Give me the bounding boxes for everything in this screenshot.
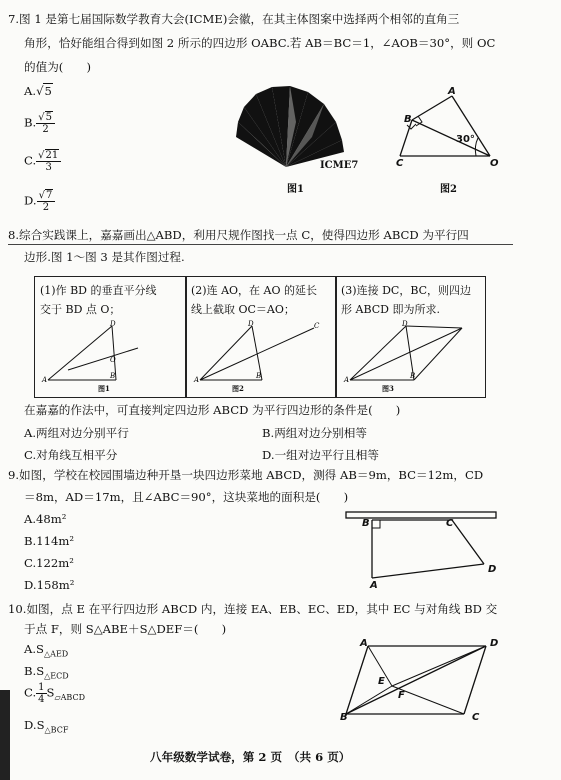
q8-step2-text2: 线上截取 OC＝AO； [191,303,295,316]
svg-text:D: D [248,320,254,328]
q8-step1-text2: 交于 BD 点 O； [40,303,121,316]
q8-line2: 边形.图 1～图 3 是其作图过程. [24,250,185,264]
q10-label-a: A [360,638,368,649]
q7-angle-label: 30° [456,134,475,145]
q10-option-a: $A.S_{\triangle AED}$ [24,642,69,659]
q7-fig2-diagram [390,88,505,176]
q7-fig1-caption: 图1 [287,184,304,195]
page-footer: 八年级数学试卷，第 2 页 （共 6 页） [150,750,351,764]
q10-label-f: F [398,690,405,701]
q7-option-b: B. $\frac{√5}{2}$ [24,112,55,135]
q8-fig1-caption: 图1 [98,384,110,393]
q7-label-c: C [396,158,404,169]
svg-text:O: O [110,356,116,364]
svg-text:B: B [256,372,262,380]
q8-question: 在嘉嘉的作法中，可直接判定四边形 ABCD 为平行四边形的条件是( ) [24,403,401,417]
q8-fig2-diagram [190,320,330,392]
q9-line1: 9.如图，学校在校园围墙边种开垦一块四边形菜地 ABCD，测得 AB＝9m，BC＝12m，CD [8,468,484,482]
q7-option-c: C. $\frac{√21}{3}$ [24,150,61,173]
q9-line2: ＝8m，AD＝17m，且∠ABC＝90°，这块菜地的面积是( ) [24,490,349,504]
q7-option-d: D. $\frac{√7}{2}$ [24,190,55,213]
q7-label-b: B [404,114,412,125]
q8-fig1-diagram [38,320,178,392]
q9-option-b: B.114m² [24,534,74,548]
q7-line1: 7.图 1 是第七届国际数学教育大会(ICME)会徽，在其主体图案中选择两个相邻的直角三 [8,12,460,26]
divider [8,244,513,245]
q8-step1-text1: (1)作 BD 的垂直平分线 [40,284,157,297]
q8-fig3-diagram [340,320,480,392]
scan-edge-shadow [0,690,10,780]
q8-line1: 8.综合实践课上，嘉嘉画出△ABD，利用尺规作图找一点 C，使得四边形 ABCD 为平行四 [8,228,469,242]
q9-label-c: C [446,518,454,529]
q8-step3-text1: (3)连接 DC，BC，则四边 [341,284,472,297]
q10-option-d: $D.S_{\triangle BCF}$ [24,718,69,735]
q9-option-d: D.158m² [24,578,75,592]
q7-line3: 的值为( ) [24,60,92,74]
svg-text:C: C [314,322,320,330]
q8-option-b: B.两组对边分别相等 [262,426,367,440]
q10-label-c: C [472,712,480,723]
q7-label-a: A [448,86,456,97]
q8-option-d: D.一组对边平行且相等 [262,448,379,462]
svg-text:B: B [110,372,116,380]
svg-text:A: A [194,376,200,384]
q7-fig2-caption: 图2 [440,184,457,195]
svg-text:A: A [344,376,350,384]
svg-text:D: D [110,320,116,328]
q7-option-a: A.√5 [24,84,52,98]
q10-label-b: B [340,712,348,723]
q10-line2: 于点 F，则 S△ABE＋S△DEF＝( ) [24,622,227,636]
svg-text:D: D [402,320,408,328]
svg-text:A: A [42,376,48,384]
icme-logo-text: ICME7 [320,160,359,171]
q7-label-o: O [490,158,499,169]
q8-option-c: C.对角线互相平分 [24,448,118,462]
q9-label-a: A [370,580,378,591]
q10-diagram [336,636,506,726]
q9-option-a: A.48m² [24,512,67,526]
q10-option-c: C. $\frac{1}{4}$ $S_{▱ABCD}$ [24,682,85,705]
q10-label-e: E [378,676,385,687]
q8-fig2-caption: 图2 [232,384,244,393]
q9-label-b: B [362,518,370,529]
svg-text:B: B [410,372,416,380]
q8-step2-text1: (2)连 AO，在 AO 的延长 [191,284,317,297]
q8-step3-text2: 形 ABCD 即为所求. [341,303,440,316]
q9-option-c: C.122m² [24,556,74,570]
q10-option-b: $B.S_{\triangle ECD}$ [24,664,69,681]
q7-line2: 角形，恰好能组合得到如图 2 所示的四边形 OABC.若 AB＝BC＝1，∠AOB＝30°，则 OC [24,36,496,50]
q10-label-d: D [490,638,499,649]
q8-option-a: A.两组对边分别平行 [24,426,129,440]
q9-label-d: D [488,564,497,575]
q10-line1: 10.如图，点 E 在平行四边形 ABCD 内，连接 EA、EB、EC、ED，其中 EC 与对角线 BD 交 [8,602,498,616]
q8-fig3-caption: 图3 [382,384,394,393]
